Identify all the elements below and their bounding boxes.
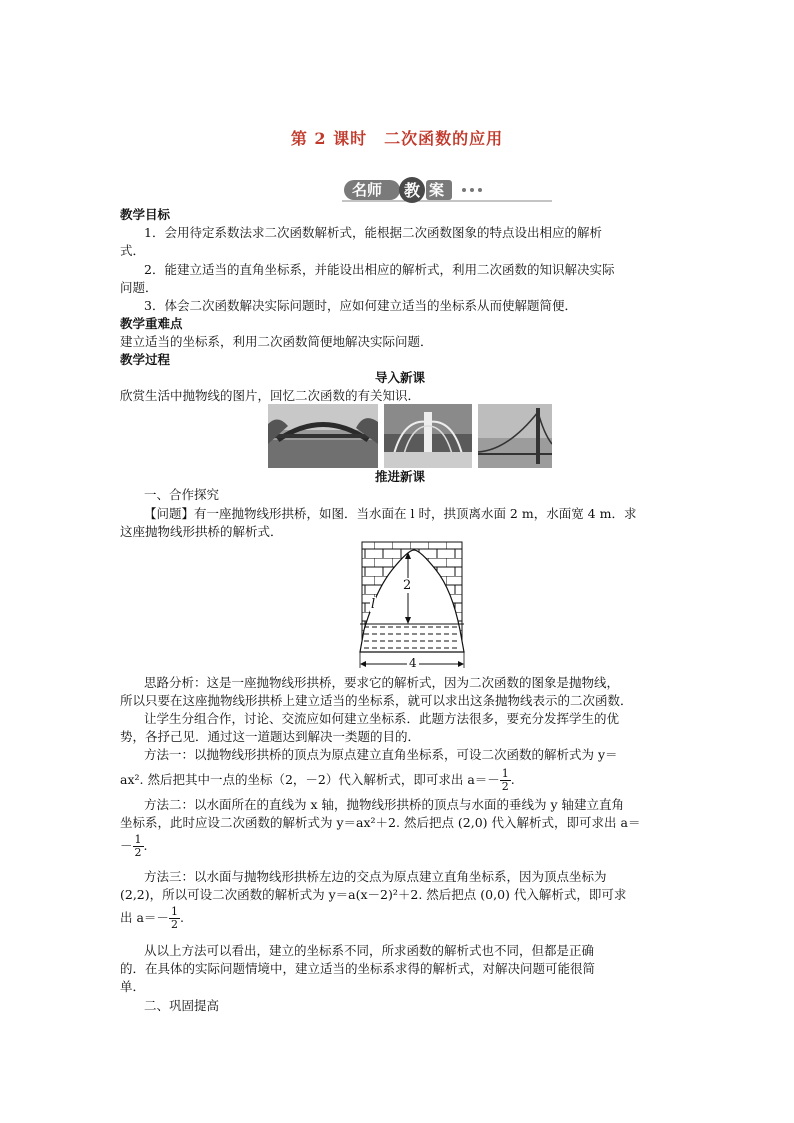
advance-heading: 推进新课 <box>374 469 425 484</box>
banner-text-2: 教 <box>404 181 421 200</box>
diagram-water-label: l <box>371 597 376 612</box>
conclusion-line-c: 单． <box>120 979 146 994</box>
method-3-line-b: (2,2)，所以可设二次函数的解析式为 y＝a(x－2)²＋2. 然后把点 (0,0) 代入解析式，即可求 <box>120 887 627 902</box>
goal-1-line-b: 式． <box>120 243 146 258</box>
fraction-numerator: 1 <box>170 905 178 918</box>
goals-heading: 教学目标 <box>120 207 171 222</box>
banner-text-3: 案 <box>429 181 445 199</box>
method-3-text: 出 a＝－ <box>120 910 169 925</box>
method-1-line-b: ax². 然后把其中一点的坐标（2，－2）代入解析式，即可求出 a＝－ $\frac{1}{2}$ . <box>120 767 515 793</box>
process-heading: 教学过程 <box>120 352 171 367</box>
section-1: 一、合作探究 <box>144 487 220 502</box>
section-2: 二、巩固提高 <box>144 998 220 1013</box>
conclusion-line-b: 的．在具体的实际问题情境中，建立适当的坐标系求得的解析式，对解决问题可能很简 <box>120 961 596 976</box>
fraction <box>169 906 180 931</box>
fraction-numerator: 1 <box>134 833 142 846</box>
method-2-line-a: 方法二：以水面所在的直线为 x 轴，抛物线形拱桥的顶点与水面的垂线为 y 轴建立直角 <box>144 797 625 812</box>
fraction-denominator: 2 <box>170 918 178 931</box>
problem-line-b: 这座抛物线形拱桥的解析式． <box>120 524 283 539</box>
method-2-line-c: － $\frac{1}{2}$ . <box>120 833 148 859</box>
conclusion-line-a: 从以上方法可以看出，建立的坐标系不同，所求函数的解析式也不同，但都是正确 <box>144 943 595 958</box>
intro-heading: 导入新课 <box>374 370 425 385</box>
key-heading: 教学重难点 <box>120 316 183 331</box>
fountain-photo <box>384 404 472 468</box>
page-title: 第 2 课时 二次函数的应用 <box>290 129 504 148</box>
goal-1-line-a: 1．会用待定系数法求二次函数解析式，能根据二次函数图象的特点设出相应的解析 <box>144 225 602 240</box>
goal-2-line-a: 2．能建立适当的直角坐标系，并能设出相应的解析式，利用二次函数的知识解决实际 <box>144 262 615 277</box>
fraction-numerator: 1 <box>501 767 509 780</box>
suspension-bridge-photo <box>478 404 552 468</box>
method-1-line-a: 方法一：以抛物线形拱桥的顶点为原点建立直角坐标系，可设二次函数的解析式为 y＝ <box>144 747 618 762</box>
group-line-b: 势，各抒己见．通过这一道题达到解决一类题的目的． <box>120 729 421 744</box>
fraction-denominator: 2 <box>134 846 142 859</box>
analysis-line-a: 思路分析：这是一座抛物线形拱桥，要求它的解析式，因为二次函数的图象是抛物线， <box>144 675 620 690</box>
method-3-line-a: 方法三：以水面与抛物线形拱桥左边的交点为原点建立直角坐标系，因为顶点坐标为 <box>144 869 607 884</box>
fraction <box>500 768 511 793</box>
goal-3: 3．体会二次函数解决实际问题时，应如何建立适当的坐标系从而使解题简便． <box>144 298 577 313</box>
goal-2-line-b: 问题． <box>120 280 158 295</box>
intro-text: 欣赏生活中抛物线的图片，回忆二次函数的有关知识． <box>120 388 421 403</box>
method-2-line-b: 坐标系，此时应设二次函数的解析式为 y＝ax²＋2. 然后把点 (2,0) 代入解析式，即可求出 a＝ <box>120 815 641 830</box>
bridge-photo <box>268 404 378 468</box>
banner-text-1: 名师 <box>352 181 383 199</box>
group-line-a: 让学生分组合作，讨论、交流应如何建立坐标系．此题方法很多，要充分发挥学生的优 <box>144 711 620 726</box>
key-text: 建立适当的坐标系，利用二次函数简便地解决实际问题． <box>120 334 433 349</box>
fraction-denominator: 2 <box>501 780 509 793</box>
problem-line-a: 【问题】有一座抛物线形拱桥，如图．当水面在 l 时，拱顶离水面 2 m，水面宽 4 m．求 <box>144 506 637 521</box>
fraction <box>133 834 144 859</box>
method-3-line-c: 出 a＝－ $\frac{1}{2}$ . <box>120 905 184 931</box>
method-2-minus: － <box>120 838 133 853</box>
analysis-line-b: 所以只要在这座抛物线形拱桥上建立适当的坐标系，就可以求出这条抛物线表示的二次函数． <box>120 693 633 708</box>
diagram-height-label: 2 <box>403 578 412 593</box>
diagram-width-label: 4 <box>409 656 417 670</box>
method-1-text: ax². 然后把其中一点的坐标（2，－2）代入解析式，即可求出 a＝－ <box>120 772 500 787</box>
